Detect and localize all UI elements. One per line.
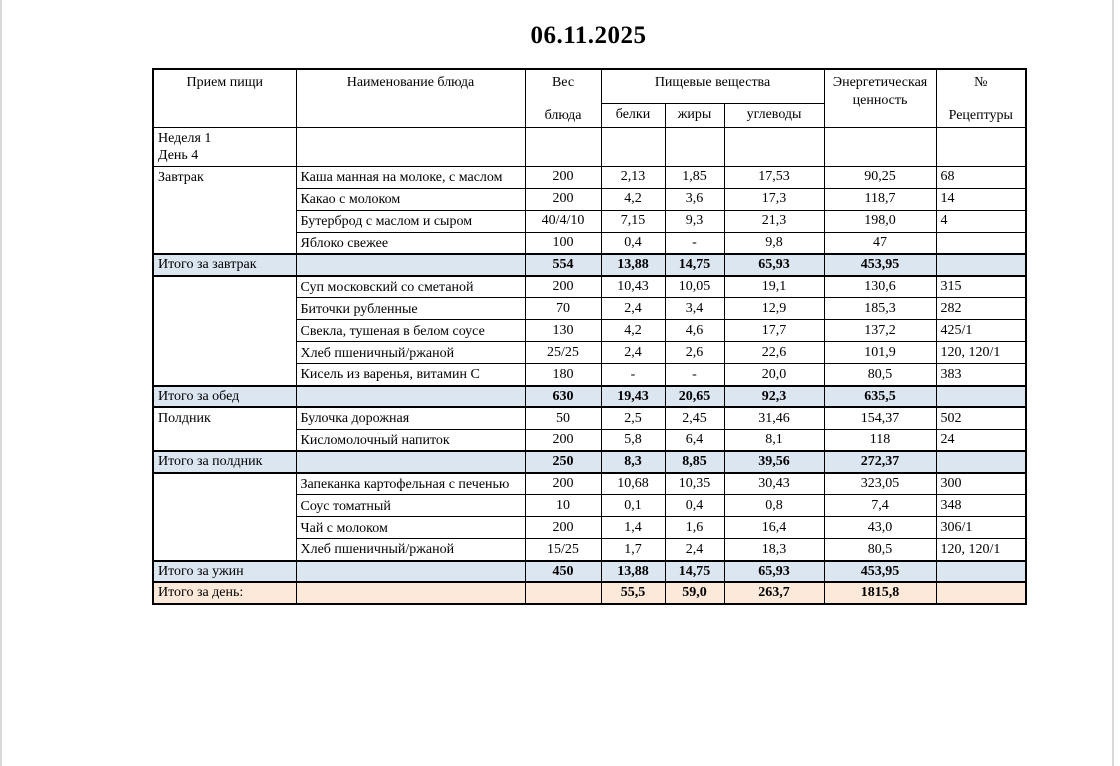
dish-name-cell: Яблоко свежее [296,232,525,254]
meal-cell-dinner [153,473,296,561]
weight-cell: 70 [525,298,601,320]
carbs-cell: 17,7 [724,320,824,342]
col-header-carbs: углеводы [724,103,824,127]
recipe-cell: 14 [936,188,1026,210]
protein-cell: 8,3 [601,451,665,473]
empty-cell [296,254,525,276]
carbs-cell: 21,3 [724,210,824,232]
carbs-cell: 19,1 [724,276,824,298]
fat-cell: 1,85 [665,166,724,188]
fat-cell: 2,4 [665,539,724,561]
weight-cell: 250 [525,451,601,473]
energy-cell: 1815,8 [824,582,936,604]
dish-name-cell: Бутерброд с маслом и сыром [296,210,525,232]
recipe-cell: 425/1 [936,320,1026,342]
protein-cell: 2,4 [601,298,665,320]
col-header-nutrients: Пищевые вещества [601,69,824,103]
protein-cell: 19,43 [601,386,665,408]
total-label-cell: Итого за завтрак [153,254,296,276]
fat-cell: 14,75 [665,561,724,583]
energy-cell: 118 [824,429,936,451]
weight-cell: 180 [525,364,601,386]
fat-cell: 3,6 [665,188,724,210]
carbs-cell: 39,56 [724,451,824,473]
energy-cell: 635,5 [824,386,936,408]
day-total-row [153,582,1026,604]
total-label-cell: Итого за полдник [153,451,296,473]
fat-cell: 0,4 [665,495,724,517]
weight-cell: 10 [525,495,601,517]
fat-cell: 59,0 [665,582,724,604]
protein-cell: 13,88 [601,561,665,583]
fat-cell: 4,6 [665,320,724,342]
carbs-cell: 65,93 [724,561,824,583]
col-header-recipe-top: № [974,75,988,90]
dish-name-cell: Свекла, тушеная в белом соусе [296,320,525,342]
protein-cell: 5,8 [601,429,665,451]
header-row-1 [153,69,1026,103]
recipe-cell [936,254,1026,276]
total-label-cell: Итого за день: [153,582,296,604]
dish-name-cell: Хлеб пшеничный/ржаной [296,539,525,561]
empty-cell [601,127,665,166]
dish-name-cell: Запеканка картофельная с печенью [296,473,525,495]
fat-cell: - [665,232,724,254]
carbs-cell: 8,1 [724,429,824,451]
total-row-lunch [153,386,1026,408]
energy-cell: 47 [824,232,936,254]
day-label: День 4 [158,148,199,163]
energy-cell: 323,05 [824,473,936,495]
total-label-cell: Итого за ужин [153,561,296,583]
weight-cell: 630 [525,386,601,408]
weight-cell: 130 [525,320,601,342]
protein-cell: 2,5 [601,407,665,429]
carbs-cell: 17,3 [724,188,824,210]
protein-cell: 2,4 [601,342,665,364]
recipe-cell: 300 [936,473,1026,495]
total-label-cell: Итого за обед [153,386,296,408]
recipe-cell: 306/1 [936,517,1026,539]
protein-cell: 10,43 [601,276,665,298]
empty-cell [296,451,525,473]
weight-cell: 40/4/10 [525,210,601,232]
energy-cell: 80,5 [824,364,936,386]
recipe-cell: 282 [936,298,1026,320]
energy-cell: 80,5 [824,539,936,561]
recipe-cell: 383 [936,364,1026,386]
protein-cell: 10,68 [601,473,665,495]
energy-cell: 101,9 [824,342,936,364]
fat-cell: 14,75 [665,254,724,276]
col-header-weight-bottom: блюда [544,107,582,123]
dish-row [153,407,1026,429]
carbs-cell: 16,4 [724,517,824,539]
recipe-cell: 315 [936,276,1026,298]
energy-cell: 272,37 [824,451,936,473]
recipe-cell: 4 [936,210,1026,232]
carbs-cell: 31,46 [724,407,824,429]
dish-name-cell: Булочка дорожная [296,407,525,429]
protein-cell: 1,7 [601,539,665,561]
dish-name-cell: Кисломолочный напиток [296,429,525,451]
col-header-fat: жиры [665,103,724,127]
dish-row [153,276,1026,298]
recipe-cell: 120, 120/1 [936,539,1026,561]
recipe-cell [936,561,1026,583]
protein-cell: - [601,364,665,386]
protein-cell: 1,4 [601,517,665,539]
col-header-recipe-bottom: Рецептуры [948,107,1013,123]
energy-cell: 198,0 [824,210,936,232]
weight-cell: 25/25 [525,342,601,364]
carbs-cell: 30,43 [724,473,824,495]
protein-cell: 7,15 [601,210,665,232]
empty-cell [724,127,824,166]
energy-cell: 90,25 [824,166,936,188]
carbs-cell: 12,9 [724,298,824,320]
energy-cell: 130,6 [824,276,936,298]
energy-cell: 185,3 [824,298,936,320]
fat-cell: 1,6 [665,517,724,539]
col-header-meal: Прием пищи [153,69,296,127]
dish-name-cell: Какао с молоком [296,188,525,210]
energy-cell: 453,95 [824,561,936,583]
protein-cell: 13,88 [601,254,665,276]
dish-row [153,473,1026,495]
empty-cell [296,127,525,166]
recipe-cell: 24 [936,429,1026,451]
recipe-cell [936,232,1026,254]
carbs-cell: 18,3 [724,539,824,561]
fat-cell: 8,85 [665,451,724,473]
empty-cell [296,582,525,604]
weight-cell: 50 [525,407,601,429]
total-row-breakfast [153,254,1026,276]
weight-cell: 200 [525,473,601,495]
dish-name-cell: Суп московский со сметаной [296,276,525,298]
recipe-cell: 348 [936,495,1026,517]
carbs-cell: 9,8 [724,232,824,254]
meal-cell-lunch [153,276,296,386]
empty-cell [296,561,525,583]
weight-cell [525,582,601,604]
col-header-recipe [936,69,1026,127]
carbs-cell: 22,6 [724,342,824,364]
fat-cell: 2,45 [665,407,724,429]
recipe-cell [936,451,1026,473]
empty-cell [936,127,1026,166]
fat-cell: 9,3 [665,210,724,232]
col-header-weight-top: Вес [551,75,575,90]
week-day-row [153,127,1026,166]
page-edge-left [0,0,2,766]
protein-cell: 0,1 [601,495,665,517]
energy-cell: 43,0 [824,517,936,539]
empty-cell [525,127,601,166]
fat-cell: 10,35 [665,473,724,495]
weight-cell: 200 [525,276,601,298]
protein-cell: 4,2 [601,320,665,342]
fat-cell: 20,65 [665,386,724,408]
fat-cell: - [665,364,724,386]
dish-name-cell: Соус томатный [296,495,525,517]
fat-cell: 6,4 [665,429,724,451]
recipe-cell: 502 [936,407,1026,429]
dish-name-cell: Хлеб пшеничный/ржаной [296,342,525,364]
recipe-cell [936,386,1026,408]
carbs-cell: 92,3 [724,386,824,408]
energy-cell: 453,95 [824,254,936,276]
protein-cell: 55,5 [601,582,665,604]
fat-cell: 3,4 [665,298,724,320]
energy-cell: 154,37 [824,407,936,429]
weight-cell: 200 [525,188,601,210]
dish-name-cell: Кисель из варенья, витамин С [296,364,525,386]
energy-cell: 137,2 [824,320,936,342]
fat-cell: 10,05 [665,276,724,298]
week-day-cell [153,127,296,166]
total-row-snack [153,451,1026,473]
weight-cell: 554 [525,254,601,276]
col-header-energy: Энергетическая ценность [824,69,936,127]
weight-cell: 100 [525,232,601,254]
recipe-cell [936,582,1026,604]
col-header-protein: белки [601,103,665,127]
dish-name-cell: Каша манная на молоке, с маслом [296,166,525,188]
carbs-cell: 17,53 [724,166,824,188]
weight-cell: 200 [525,517,601,539]
protein-cell: 0,4 [601,232,665,254]
meal-cell-snack: Полдник [153,407,296,451]
weight-cell: 450 [525,561,601,583]
carbs-cell: 65,93 [724,254,824,276]
dish-name-cell: Чай с молоком [296,517,525,539]
empty-cell [665,127,724,166]
col-header-weight [525,69,601,127]
carbs-cell: 20,0 [724,364,824,386]
energy-cell: 118,7 [824,188,936,210]
carbs-cell: 263,7 [724,582,824,604]
meal-cell-breakfast: Завтрак [153,166,296,254]
total-row-dinner [153,561,1026,583]
weight-cell: 15/25 [525,539,601,561]
empty-cell [296,386,525,408]
carbs-cell: 0,8 [724,495,824,517]
dish-row [153,166,1026,188]
protein-cell: 2,13 [601,166,665,188]
col-header-dish: Наименование блюда [296,69,525,127]
protein-cell: 4,2 [601,188,665,210]
weight-cell: 200 [525,429,601,451]
menu-table [152,68,1027,605]
empty-cell [824,127,936,166]
page-edge-right [1112,0,1114,766]
fat-cell: 2,6 [665,342,724,364]
week-label: Неделя 1 [158,130,212,146]
recipe-cell: 120, 120/1 [936,342,1026,364]
page-title: 06.11.2025 [530,22,647,49]
dish-name-cell: Биточки рубленные [296,298,525,320]
recipe-cell: 68 [936,166,1026,188]
weight-cell: 200 [525,166,601,188]
energy-cell: 7,4 [824,495,936,517]
